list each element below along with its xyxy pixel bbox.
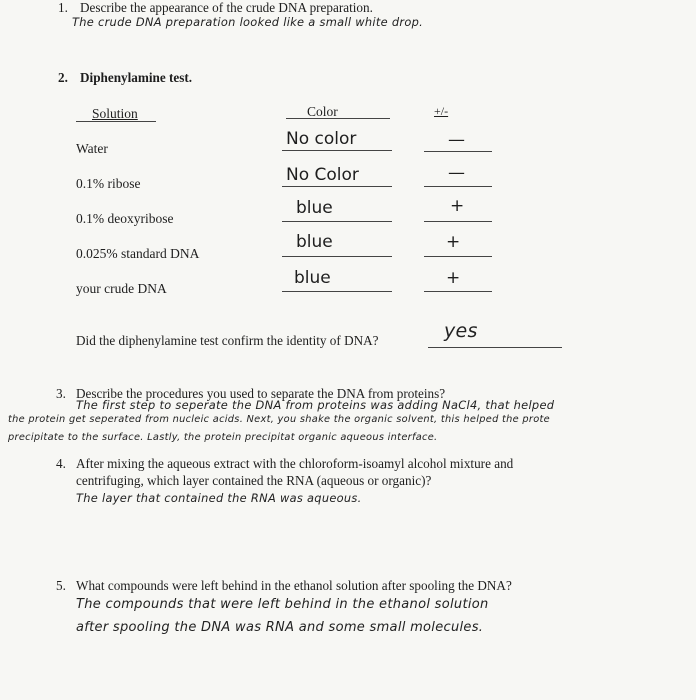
row-deoxyribose-color-line bbox=[282, 221, 392, 222]
row-water-color: No color bbox=[286, 129, 357, 149]
q4-number: 4. bbox=[56, 456, 66, 471]
q1-number: 1. bbox=[58, 0, 68, 15]
row-crude-dna-color-line bbox=[282, 291, 392, 292]
q4-answer: The layer that contained the RNA was aqueous. bbox=[76, 491, 362, 505]
row-standard-dna-sign: + bbox=[446, 232, 461, 252]
row-ribose-sign-line bbox=[424, 186, 492, 187]
header-solution-rule bbox=[76, 121, 156, 122]
header-solution: Solution bbox=[92, 106, 138, 121]
row-crude-dna-sign-line bbox=[424, 291, 492, 292]
header-color-rule bbox=[286, 118, 390, 119]
row-crude-dna-sign: + bbox=[446, 268, 461, 288]
row-water-label: Water bbox=[76, 141, 108, 156]
row-ribose-sign: — bbox=[448, 163, 465, 183]
row-standard-dna-label: 0.025% standard DNA bbox=[76, 246, 200, 261]
row-standard-dna-color: blue bbox=[296, 232, 333, 252]
row-standard-dna-sign-line bbox=[424, 256, 492, 257]
row-deoxyribose-color: blue bbox=[296, 198, 333, 218]
q3-question: Describe the procedures you used to separate the DNA from proteins? bbox=[76, 386, 446, 401]
q3-answer-line2: the protein get seperated from nucleic acids. Next, you shake the organic solvent, this helped the prote bbox=[8, 414, 551, 425]
q1-question: Describe the appearance of the crude DNA preparation. bbox=[80, 0, 373, 15]
row-water-sign-line bbox=[424, 151, 492, 152]
row-deoxyribose-sign: + bbox=[450, 196, 465, 216]
row-water-color-line bbox=[282, 150, 392, 151]
q1-answer: The crude DNA preparation looked like a small white drop. bbox=[72, 15, 424, 29]
q5-number: 5. bbox=[56, 578, 66, 593]
q4-question-line1: After mixing the aqueous extract with the chloroform-isoamyl alcohol mixture and bbox=[76, 456, 514, 471]
row-crude-dna-color: blue bbox=[294, 268, 331, 288]
header-sign: +/- bbox=[434, 104, 449, 118]
row-crude-dna-label: your crude DNA bbox=[76, 281, 167, 296]
q5-answer-line2: after spooling the DNA was RNA and some small molecules. bbox=[76, 620, 484, 635]
q2-confirm-line bbox=[428, 347, 562, 348]
q2-confirm-answer: yes bbox=[444, 320, 478, 342]
q4-question-line2: centrifuging, which layer contained the RNA (aqueous or organic)? bbox=[76, 473, 432, 488]
header-color: Color bbox=[307, 104, 338, 119]
q2-title: Diphenylamine test. bbox=[80, 70, 193, 85]
row-deoxyribose-label: 0.1% deoxyribose bbox=[76, 211, 174, 226]
row-ribose-label: 0.1% ribose bbox=[76, 176, 141, 191]
q3-answer-line1: The first step to seperate the DNA from proteins was adding NaCl4, that helped bbox=[76, 398, 555, 412]
row-deoxyribose-sign-line bbox=[424, 221, 492, 222]
row-ribose-color: No Color bbox=[286, 165, 359, 185]
q3-number: 3. bbox=[56, 386, 66, 401]
row-standard-dna-color-line bbox=[282, 256, 392, 257]
q2-number: 2. bbox=[58, 70, 68, 85]
row-water-sign: — bbox=[448, 130, 465, 150]
q3-answer-line3: precipitate to the surface. Lastly, the protein precipitat organic aqueous interface. bbox=[8, 432, 438, 443]
q2-confirm-question: Did the diphenylamine test confirm the identity of DNA? bbox=[76, 333, 379, 348]
q5-question: What compounds were left behind in the ethanol solution after spooling the DNA? bbox=[76, 578, 512, 593]
q5-answer-line1: The compounds that were left behind in the ethanol solution bbox=[76, 597, 489, 612]
row-ribose-color-line bbox=[282, 186, 392, 187]
